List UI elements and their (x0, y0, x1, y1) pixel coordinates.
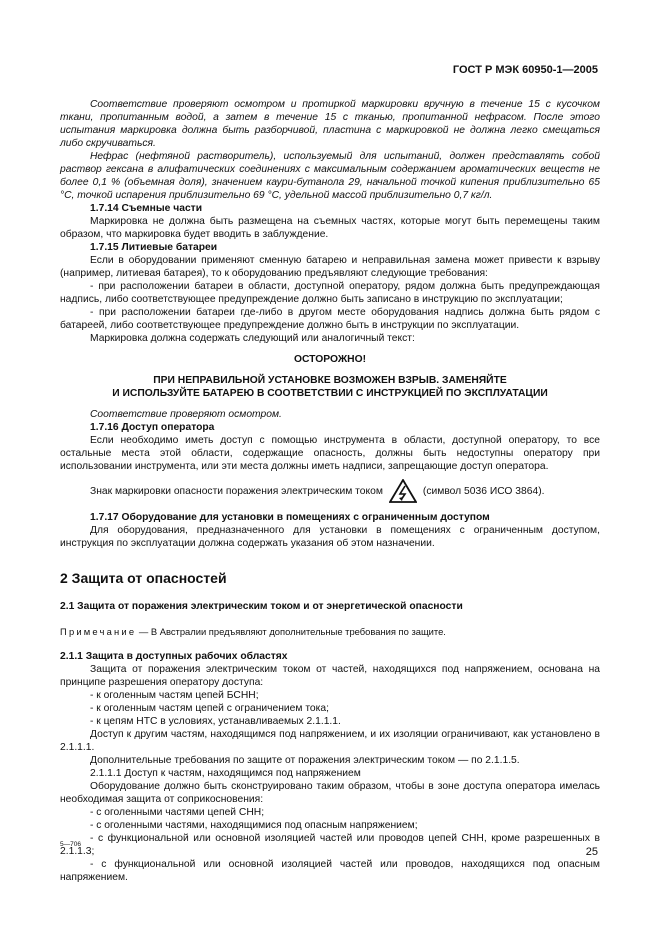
section-heading-2-1-1: 2.1.1 Защита в доступных рабочих областях (60, 651, 288, 662)
paragraph: Нефрас (нефтяной растворитель), используемый для испытаний, должен представлять собой раствор гексана в алифатических соединениях с максимальным содержанием ароматических веществ не более 0,1 % (объемная доля), значением каури-бутанола 29, начальной точкой кипения приблизительно 65 °С, точкой испарения приблизительно 69 °С, удельной массой приблизительно 0,7 кг/л. (60, 151, 600, 201)
paragraph: Дополнительные требования по защите от поражения электрическим током — по 2.1.1.5. (90, 755, 520, 766)
subsection-title: 2.1.1.1 Доступ к частям, находящимся под напряжением (90, 768, 361, 779)
note (60, 625, 600, 638)
paragraph: Соответствие проверяют осмотром и протиркой маркировки вручную в течение 15 с кусочком ткани, пропитанным водой, а затем в течение 15 с тканью, пропитанной нефрасом. После этого испытания маркировка должна быть разборчивой, пластина с маркировкой не должна легко смещаться либо скручиваться. (60, 99, 600, 149)
symbol-reference: (символ 5036 ИСО 3864). (422, 485, 545, 497)
document-body (60, 98, 600, 884)
list-item: - с функциональной или основной изоляцией частей или проводов, находящихся под опасным напряжением. (60, 859, 600, 883)
list-item: - к оголенным частям цепей БСНН; (90, 690, 259, 701)
list-item: - к цепям НТС в условиях, устанавливаемых 2.1.1.1. (90, 716, 341, 727)
caution-label: ОСТОРОЖНО! (293, 354, 367, 365)
warning-text-line-1: ПРИ НЕПРАВИЛЬНОЙ УСТАНОВКЕ ВОЗМОЖЕН ВЗРЫВ. ЗАМЕНЯЙТЕ (153, 375, 507, 386)
page-number: 25 (585, 846, 598, 858)
paragraph: Для оборудования, предназначенного для установки в помещениях с ограниченным доступом, инструкция по эксплуатации должна содержать указания об этом назначении. (60, 525, 600, 549)
list-item: - к оголенным частям цепей с ограничением тока; (90, 703, 329, 714)
warning-text-line-2: И ИСПОЛЬЗУЙТЕ БАТАРЕЮ В СООТВЕТСТВИИ С ИНСТРУКЦИЕЙ ПО ЭКСПЛУАТАЦИИ (112, 388, 548, 399)
paragraph: Соответствие проверяют осмотром. (90, 409, 282, 420)
list-item: - с функциональной или основной изоляцией частей или проводов цепей СНН, кроме разрешенных в 2.1.1.3; (60, 833, 600, 857)
paragraph: Если в оборудовании применяют сменную батарею и неправильная замена может привести к взрыву (например, литиевая батарея), то к оборудованию предъявляют следующие требования: (60, 255, 600, 279)
note-text: — В Австралии предъявляют дополнительные требования по защите. (136, 626, 446, 637)
note-label: Примечание (60, 626, 137, 637)
paragraph: Маркировка не должна быть размещена на съемных частях, которые могут быть перемещены таким образом, что маркировка будет вводить в заблуждение. (60, 216, 600, 240)
document-header: ГОСТ Р МЭК 60950-1—2005 (452, 64, 598, 76)
paragraph: Если необходимо иметь доступ с помощью инструмента в области, доступной оператору, то все остальные места этой области, содержащие опасность, должны быть недоступны оператору при использовании инструмента, или эти места должны иметь надписи, запрещающие доступ оператора. (60, 435, 600, 472)
paragraph: Маркировка должна содержать следующий или аналогичный текст: (90, 333, 415, 344)
print-code: 5—706 (60, 841, 81, 848)
list-item: - с оголенными частями, находящимися под опасным напряжением; (90, 820, 418, 831)
shock-symbol-line (60, 479, 600, 503)
section-heading-1-7-16: 1.7.16 Доступ оператора (90, 422, 215, 433)
section-heading-1-7-15: 1.7.15 Литиевые батареи (90, 242, 218, 253)
electric-shock-warning-icon (389, 479, 417, 503)
list-item: - с оголенными частями цепей СНН; (90, 807, 265, 818)
section-heading-1-7-14: 1.7.14 Съемные части (90, 203, 203, 214)
section-heading-2-1: 2.1 Защита от поражения электрическим током и от энергетической опасности (60, 601, 463, 612)
shock-symbol-text: Знак маркировки опасности поражения электрическим током (90, 485, 383, 497)
list-item: - при расположении батареи где-либо в другом месте оборудования надпись должна быть рядом с батареей, либо соответствующее предупреждение должно быть в инструкции по эксплуатации. (60, 307, 600, 331)
paragraph: Оборудование должно быть сконструировано таким образом, чтобы в зоне доступа оператора имелась необходимая защита от соприкосновения: (60, 781, 600, 805)
paragraph: Защита от поражения электрическим током от частей, находящихся под напряжением, основана на принципе разрешения оператору доступа: (60, 664, 600, 688)
chapter-heading-2: 2 Защита от опасностей (60, 570, 227, 586)
list-item: - при расположении батареи в области, доступной оператору, рядом должна быть предупреждающая надпись, либо соответствующее предупреждение должно быть записано в инструкцию по эксплуатации; (60, 281, 600, 305)
section-heading-1-7-17: 1.7.17 Оборудование для установки в помещениях с ограниченным доступом (90, 512, 490, 523)
paragraph: Доступ к другим частям, находящимся под напряжением, и их изоляции ограничивают, как установлено в 2.1.1.1. (60, 729, 600, 753)
